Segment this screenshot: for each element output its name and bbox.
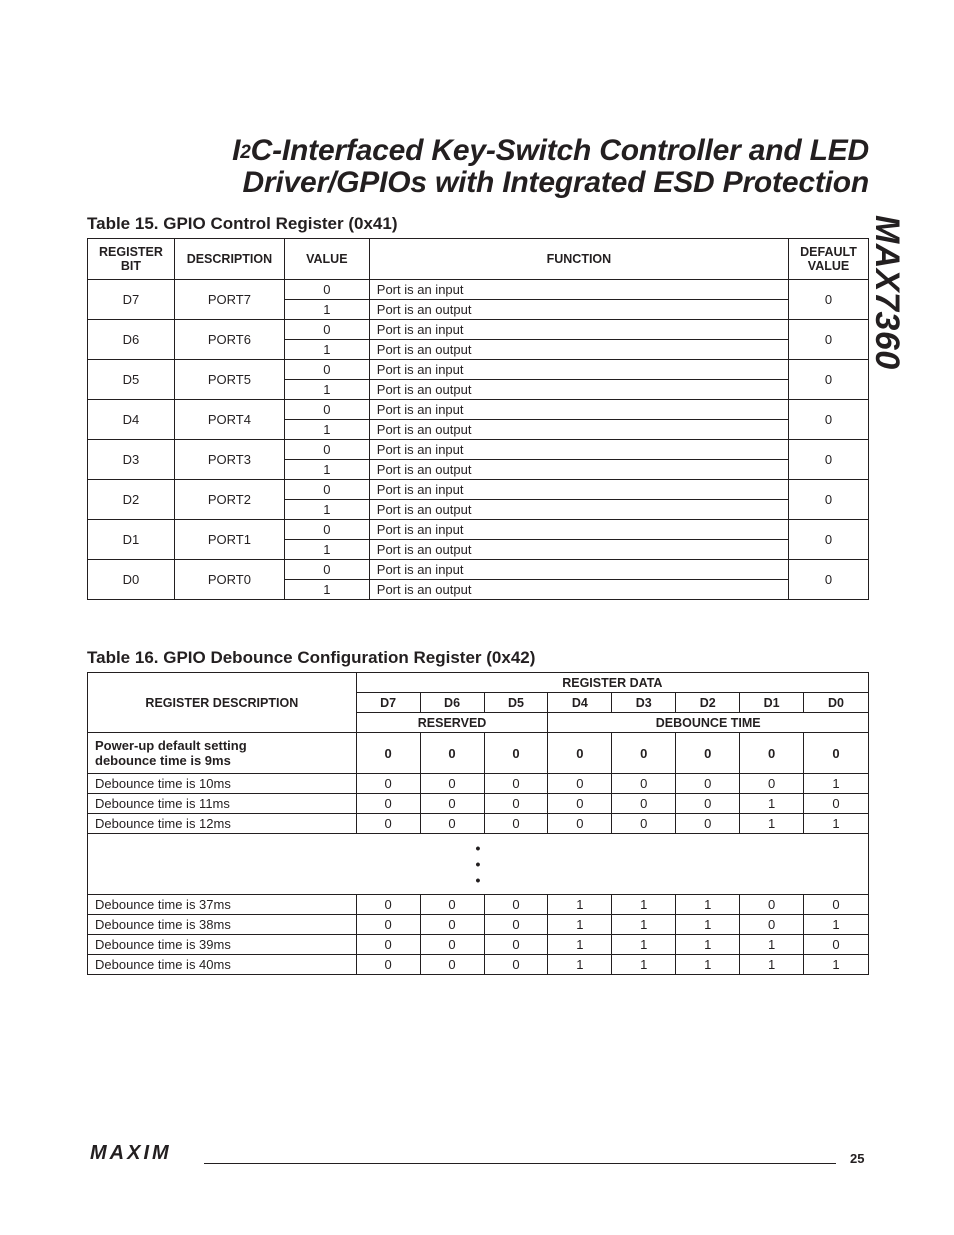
bit-value-cell: 0 bbox=[484, 733, 548, 774]
bit-value-cell: 0 bbox=[612, 774, 676, 794]
function-cell: Port is an input bbox=[369, 440, 788, 460]
table-row bbox=[88, 360, 869, 380]
bit-value-cell: 0 bbox=[612, 733, 676, 774]
register-bit-cell: D4 bbox=[88, 400, 175, 440]
table-row bbox=[88, 560, 869, 580]
value-cell: 0 bbox=[284, 480, 369, 500]
ellipsis-cell bbox=[88, 834, 869, 895]
bit-value-cell: 0 bbox=[420, 814, 484, 834]
bit-value-cell: 0 bbox=[548, 794, 612, 814]
header-value: VALUE bbox=[284, 239, 369, 280]
table-row bbox=[88, 774, 869, 794]
logo-text: MAXIM bbox=[90, 1143, 172, 1161]
bit-value-cell: 1 bbox=[740, 955, 804, 975]
page-title bbox=[69, 135, 869, 199]
value-cell: 0 bbox=[284, 400, 369, 420]
value-cell: 1 bbox=[284, 580, 369, 600]
function-cell: Port is an input bbox=[369, 520, 788, 540]
description-cell: PORT2 bbox=[174, 480, 284, 520]
ellipsis-dot: • bbox=[475, 872, 481, 888]
description-cell: PORT3 bbox=[174, 440, 284, 480]
description-cell: PORT4 bbox=[174, 400, 284, 440]
default-label-line-2: debounce time is 9ms bbox=[95, 753, 231, 768]
bit-value-cell: 0 bbox=[356, 895, 420, 915]
default-value-cell: 0 bbox=[789, 400, 869, 440]
register-bit-cell: D6 bbox=[88, 320, 175, 360]
debounce-label-cell: Debounce time is 12ms bbox=[88, 814, 357, 834]
default-label-line-1: Power-up default setting bbox=[95, 738, 247, 753]
header-bit-d3: D3 bbox=[612, 693, 676, 713]
ellipsis-row bbox=[88, 834, 869, 895]
bit-value-cell: 0 bbox=[676, 814, 740, 834]
bit-value-cell: 0 bbox=[484, 955, 548, 975]
register-bit-cell: D1 bbox=[88, 520, 175, 560]
bit-value-cell: 0 bbox=[740, 895, 804, 915]
bit-value-cell: 0 bbox=[420, 895, 484, 915]
footer-rule bbox=[204, 1163, 836, 1164]
bit-value-cell: 0 bbox=[740, 733, 804, 774]
table-row bbox=[88, 955, 869, 975]
ellipsis-dot: • bbox=[475, 856, 481, 872]
maxim-logo bbox=[90, 1143, 202, 1166]
register-bit-cell: D7 bbox=[88, 280, 175, 320]
default-value-cell: 0 bbox=[789, 480, 869, 520]
value-cell: 1 bbox=[284, 340, 369, 360]
ellipsis-dot: • bbox=[475, 840, 481, 856]
bit-value-cell: 0 bbox=[356, 814, 420, 834]
header-bit-d1: D1 bbox=[740, 693, 804, 713]
bit-value-cell: 1 bbox=[612, 895, 676, 915]
debounce-label-cell: Debounce time is 37ms bbox=[88, 895, 357, 915]
table-row bbox=[88, 895, 869, 915]
value-cell: 1 bbox=[284, 460, 369, 480]
value-cell: 0 bbox=[284, 560, 369, 580]
bit-value-cell: 0 bbox=[356, 733, 420, 774]
function-cell: Port is an output bbox=[369, 580, 788, 600]
bit-value-cell: 1 bbox=[612, 935, 676, 955]
bit-value-cell: 1 bbox=[676, 935, 740, 955]
bit-value-cell: 1 bbox=[740, 814, 804, 834]
bit-value-cell: 1 bbox=[740, 935, 804, 955]
bit-value-cell: 0 bbox=[612, 794, 676, 814]
value-cell: 0 bbox=[284, 440, 369, 460]
table16-header-row-1 bbox=[88, 673, 869, 693]
value-cell: 0 bbox=[284, 320, 369, 340]
bit-value-cell: 1 bbox=[804, 955, 869, 975]
title-line-1: $I^2C$-Interfaced Key-Switch Controller and LED bbox=[232, 134, 869, 167]
header-register-description: REGISTER DESCRIPTION bbox=[88, 673, 357, 733]
table-row bbox=[88, 915, 869, 935]
side-part-number bbox=[870, 215, 910, 375]
bit-value-cell: 0 bbox=[420, 794, 484, 814]
bit-value-cell: 0 bbox=[420, 733, 484, 774]
bit-value-cell: 0 bbox=[356, 955, 420, 975]
debounce-label-cell: Debounce time is 10ms bbox=[88, 774, 357, 794]
table-row bbox=[88, 520, 869, 540]
bit-value-cell: 0 bbox=[548, 733, 612, 774]
maxim-logo-icon bbox=[90, 1143, 202, 1161]
bit-value-cell: 0 bbox=[484, 915, 548, 935]
description-cell: PORT5 bbox=[174, 360, 284, 400]
debounce-label-cell: Debounce time is 39ms bbox=[88, 935, 357, 955]
register-bit-cell: D0 bbox=[88, 560, 175, 600]
debounce-label-cell: Debounce time is 38ms bbox=[88, 915, 357, 935]
default-value-cell: 0 bbox=[789, 560, 869, 600]
value-cell: 1 bbox=[284, 540, 369, 560]
bit-value-cell: 1 bbox=[804, 814, 869, 834]
bit-value-cell: 0 bbox=[804, 895, 869, 915]
title-line-2: Driver/GPIOs with Integrated ESD Protection bbox=[242, 166, 869, 199]
table15-header-row bbox=[88, 239, 869, 280]
bit-value-cell: 0 bbox=[548, 774, 612, 794]
gpio-control-table bbox=[87, 238, 869, 600]
register-bit-cell: D3 bbox=[88, 440, 175, 480]
value-cell: 0 bbox=[284, 520, 369, 540]
bit-value-cell: 1 bbox=[804, 915, 869, 935]
header-bit-d5: D5 bbox=[484, 693, 548, 713]
bit-value-cell: 1 bbox=[676, 955, 740, 975]
function-cell: Port is an input bbox=[369, 280, 788, 300]
table-row bbox=[88, 480, 869, 500]
header-register-data: REGISTER DATA bbox=[356, 673, 868, 693]
debounce-label-cell: Debounce time is 11ms bbox=[88, 794, 357, 814]
value-cell: 0 bbox=[284, 280, 369, 300]
bit-value-cell: 1 bbox=[612, 915, 676, 935]
function-cell: Port is an output bbox=[369, 540, 788, 560]
page-number: 25 bbox=[850, 1151, 865, 1166]
header-description: DESCRIPTION bbox=[174, 239, 284, 280]
bit-value-cell: 0 bbox=[804, 794, 869, 814]
bit-value-cell: 0 bbox=[420, 915, 484, 935]
table-row bbox=[88, 280, 869, 300]
bit-value-cell: 0 bbox=[740, 915, 804, 935]
register-bit-cell: D5 bbox=[88, 360, 175, 400]
function-cell: Port is an input bbox=[369, 560, 788, 580]
function-cell: Port is an output bbox=[369, 420, 788, 440]
bit-value-cell: 1 bbox=[612, 955, 676, 975]
bit-value-cell: 0 bbox=[484, 895, 548, 915]
bit-value-cell: 0 bbox=[740, 774, 804, 794]
bit-value-cell: 0 bbox=[420, 774, 484, 794]
bit-value-cell: 0 bbox=[420, 935, 484, 955]
bit-value-cell: 0 bbox=[676, 794, 740, 814]
bit-value-cell: 0 bbox=[804, 733, 869, 774]
bit-value-cell: 1 bbox=[804, 774, 869, 794]
bit-value-cell: 0 bbox=[676, 733, 740, 774]
description-cell: PORT1 bbox=[174, 520, 284, 560]
bit-value-cell: 0 bbox=[484, 794, 548, 814]
bit-value-cell: 0 bbox=[484, 774, 548, 794]
bit-value-cell: 0 bbox=[484, 935, 548, 955]
bit-value-cell: 1 bbox=[548, 955, 612, 975]
header-bit-d7: D7 bbox=[356, 693, 420, 713]
register-bit-cell: D2 bbox=[88, 480, 175, 520]
debounce-label-cell: Debounce time is 40ms bbox=[88, 955, 357, 975]
table16-caption: Table 16. GPIO Debounce Configuration Register (0x42) bbox=[87, 648, 536, 667]
bit-value-cell: 0 bbox=[484, 814, 548, 834]
default-value-cell: 0 bbox=[789, 440, 869, 480]
default-value-cell: 0 bbox=[789, 360, 869, 400]
function-cell: Port is an input bbox=[369, 320, 788, 340]
description-cell: PORT7 bbox=[174, 280, 284, 320]
part-number-label: MAX7360 bbox=[868, 215, 906, 370]
description-cell: PORT6 bbox=[174, 320, 284, 360]
function-cell: Port is an output bbox=[369, 380, 788, 400]
header-bit-d6: D6 bbox=[420, 693, 484, 713]
bit-value-cell: 1 bbox=[548, 915, 612, 935]
header-bit-d2: D2 bbox=[676, 693, 740, 713]
bit-value-cell: 0 bbox=[356, 774, 420, 794]
bit-value-cell: 0 bbox=[804, 935, 869, 955]
header-bit-d4: D4 bbox=[548, 693, 612, 713]
function-cell: Port is an output bbox=[369, 340, 788, 360]
bit-value-cell: 0 bbox=[420, 955, 484, 975]
default-value-cell: 0 bbox=[789, 520, 869, 560]
header-reserved: RESERVED bbox=[356, 713, 548, 733]
table15-caption: Table 15. GPIO Control Register (0x41) bbox=[87, 214, 398, 233]
value-cell: 0 bbox=[284, 360, 369, 380]
value-cell: 1 bbox=[284, 380, 369, 400]
bit-value-cell: 1 bbox=[548, 895, 612, 915]
value-cell: 1 bbox=[284, 420, 369, 440]
function-cell: Port is an output bbox=[369, 460, 788, 480]
bit-value-cell: 0 bbox=[548, 814, 612, 834]
header-register-bit: REGISTER BIT bbox=[88, 239, 175, 280]
header-debounce-time: DEBOUNCE TIME bbox=[548, 713, 869, 733]
gpio-debounce-table bbox=[87, 672, 869, 975]
table-row bbox=[88, 935, 869, 955]
header-function: FUNCTION bbox=[369, 239, 788, 280]
function-cell: Port is an output bbox=[369, 500, 788, 520]
bit-value-cell: 0 bbox=[676, 774, 740, 794]
function-cell: Port is an input bbox=[369, 360, 788, 380]
function-cell: Port is an output bbox=[369, 300, 788, 320]
table-row bbox=[88, 320, 869, 340]
function-cell: Port is an input bbox=[369, 480, 788, 500]
bit-value-cell: 1 bbox=[676, 915, 740, 935]
description-cell: PORT0 bbox=[174, 560, 284, 600]
bit-value-cell: 0 bbox=[612, 814, 676, 834]
header-default-value: DEFAULT VALUE bbox=[789, 239, 869, 280]
value-cell: 1 bbox=[284, 300, 369, 320]
value-cell: 1 bbox=[284, 500, 369, 520]
function-cell: Port is an input bbox=[369, 400, 788, 420]
bit-value-cell: 0 bbox=[356, 915, 420, 935]
table-row bbox=[88, 794, 869, 814]
table-row bbox=[88, 814, 869, 834]
default-value-cell: 0 bbox=[789, 320, 869, 360]
bit-value-cell: 0 bbox=[356, 794, 420, 814]
bit-value-cell: 1 bbox=[676, 895, 740, 915]
default-setting-label bbox=[88, 733, 357, 774]
bit-value-cell: 1 bbox=[740, 794, 804, 814]
default-setting-row bbox=[88, 733, 869, 774]
bit-value-cell: 0 bbox=[356, 935, 420, 955]
header-bit-d0: D0 bbox=[804, 693, 869, 713]
table-row bbox=[88, 440, 869, 460]
bit-value-cell: 1 bbox=[548, 935, 612, 955]
default-value-cell: 0 bbox=[789, 280, 869, 320]
table-row bbox=[88, 400, 869, 420]
